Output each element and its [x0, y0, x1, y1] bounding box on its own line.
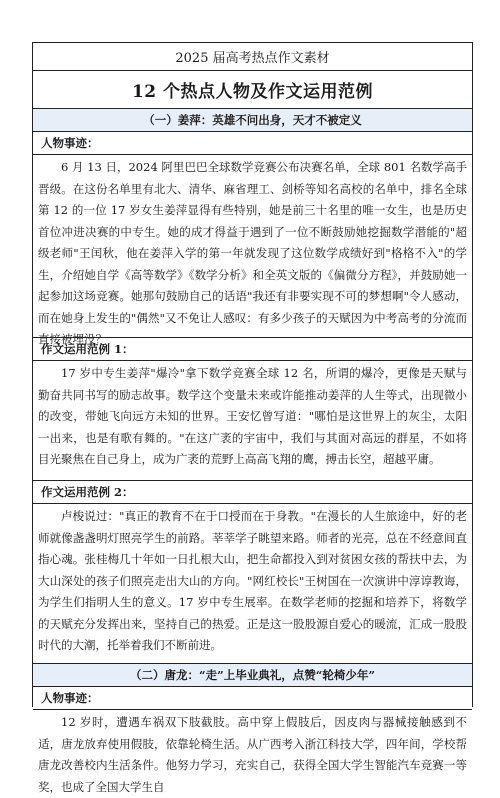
document-banner: 2025 届高考热点作文素材: [33, 43, 472, 71]
example1-label: 作文运用范例 1：: [33, 338, 472, 361]
fact-text-1: 6 月 13 日，2024 阿里巴巴全球数学竞赛公布决赛名单，全球 801 名数学高手晋级。在这份名单里有北大、清华、麻省理工、剑桥等知名高校的名单中，排名全球第 12 的一位 17 岁女生姜萍显得有些特别，她是前三十名里的唯一女生，也是历史首位冲进决赛的中专生。她的成才得益于遇到了一位不断鼓励她挖掘数学潜能的"超级老师"王闰秋，他在姜萍入学的第一年就发现了这位数学成绩好到"格格不入"的学生，介绍她自学《高等数学》《数学分析》和全英文版的《偏微分方程》，并鼓励她一起参加这场竞赛。她那句鼓励自己的话语"我还有非要实现不可的梦想啊"令人感动，而在她身上发生的"偶然"又不免让人感叹：有多少孩子的天赋因为中考高考的分流而直接被埋没？: [33, 155, 472, 338]
fact-label-2: 人物事迹：: [33, 687, 472, 710]
example2-label: 作文运用范例 2：: [33, 481, 472, 504]
example1-text: 17 岁中专生姜萍"爆冷"拿下数学竞赛全球 12 名，所谓的爆冷，更像是天赋与勤奋共同书写的励志故事。数学这个变量未来或许能推动姜萍的人生等式，出现微小的改变，带她飞向远方未知的世界。王安忆曾写道："哪怕是这世界上的灰尘，太阳一出来，也是有歌有舞的。"在这广袤的宇宙中，我们与其面对高远的群星，不如将目光聚焦在自己身上，成为广袤的荒野上高高飞翔的鹰，搏击长空，超越平庸。: [33, 361, 472, 481]
section-heading-1: （一）姜萍：英雄不问出身，天才不被定义: [33, 109, 472, 132]
example2-text: 卢梭说过："真正的教育不在于口授而在于身教。"在漫长的人生旅途中，好的老师就像盏盏明灯照亮学生的前路。莘莘学子眺望来路。师者的光亮，总在不经意间直指心魂。张桂梅几十年如一日扎根大山，把生命都投入到对贫困女孩的帮扶中去，为大山深处的孩子们照亮走出大山的方向。"网红校长"王树国在一次演讲中淳谆教诲，为学生们指明人生的意义。17 岁中专生展率。在数学老师的挖掘和培养下，将数学的天赋充分发挥出来，坚持自己的热爱。正是这一股股源自爱心的暖流，汇成一股股时代的大潮，托举着我们不断前进。: [33, 504, 472, 664]
document-title: 12 个热点人物及作文运用范例: [33, 71, 472, 109]
fact-text-2: 12 岁时，遭遇车祸双下肢截肢。高中穿上假肢后，因皮肉与器械接触感到不适，唐龙放弃使用假肢，依靠轮椅生活。从广西考入浙江科技大学，四年间，学校帮唐龙改善校内生活条件。他努力学习，充实自己，获得全国大学生智能汽车竞赛一等奖，也成了全国大学生自: [38, 715, 467, 794]
fact-label-1: 人物事迹：: [33, 132, 472, 155]
document-table: [32, 42, 473, 794]
section-heading-2: （二）唐龙：“走”上毕业典礼，点赞“轮椅少年”: [33, 664, 472, 687]
